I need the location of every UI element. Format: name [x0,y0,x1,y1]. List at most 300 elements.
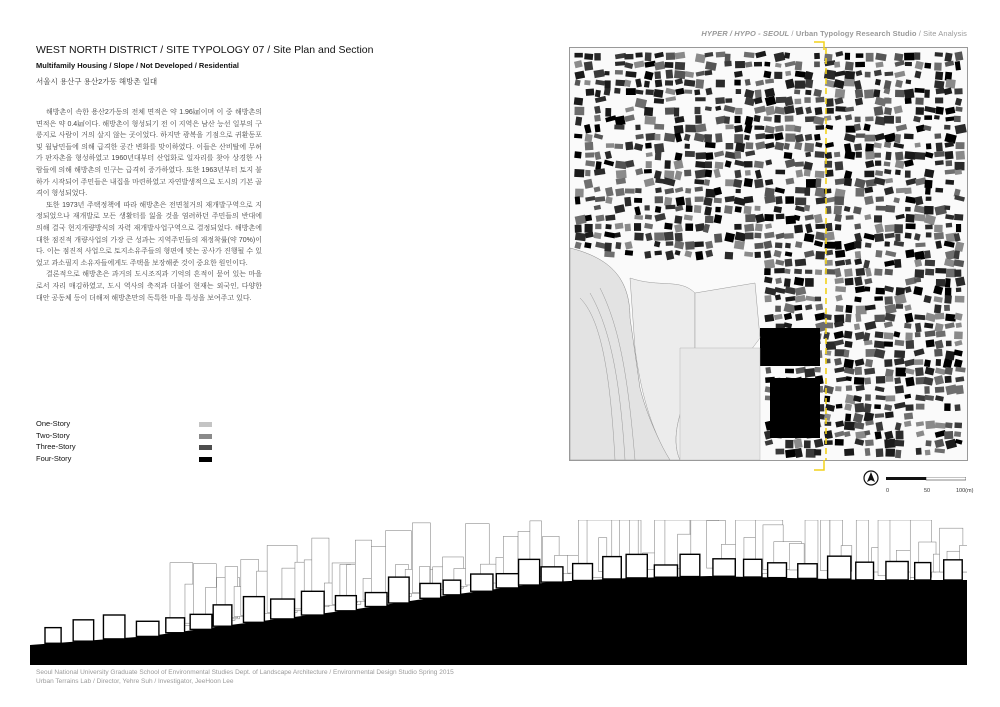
building [944,431,953,439]
building [835,89,846,99]
building [905,233,912,239]
section-building [471,574,493,591]
building [894,259,901,268]
building [845,305,852,313]
scale-tick: 100(m) [956,488,974,494]
building [954,422,962,428]
building [955,107,962,112]
building [744,135,750,141]
scale-bar [886,470,974,498]
building [744,224,754,232]
building [775,242,783,248]
building [925,187,931,195]
section-building [573,564,593,581]
building [934,225,943,233]
building [665,80,673,85]
building [795,187,806,194]
building [785,449,796,458]
building [635,52,642,57]
footer-credits: Seoul National University Graduate School of Environmental Studies Dept. of Landscape Architecture / Environmental Design Studio Spring 2015 Urban Terrains Lab / Director, Yehre Suh / Investigator, JeeHoon Lee [36,669,454,685]
section-building [136,621,158,636]
building [804,440,811,448]
building [634,215,643,220]
building [864,377,871,384]
building [694,89,700,95]
building [666,241,674,246]
building [734,134,743,143]
building [595,161,601,170]
building [594,115,601,122]
building [956,151,965,160]
building [575,116,582,125]
building [615,115,626,126]
building [956,224,961,232]
building [625,250,633,256]
building [876,196,884,202]
building [764,314,774,322]
section-building [744,559,762,577]
building [834,62,840,68]
section-building [301,591,324,615]
building [760,328,820,366]
building [754,233,761,239]
page-subtitle: Multifamily Housing / Slope / Not Developed / Residential [36,61,239,70]
building [854,143,862,151]
building [674,70,686,79]
building [625,188,635,193]
building [785,369,794,374]
building [795,313,803,321]
building [935,97,943,103]
building [736,89,741,94]
building [844,151,855,160]
building [944,295,952,304]
building [584,80,590,85]
building [835,250,845,258]
building [934,62,942,70]
building [774,268,785,273]
building [646,161,652,168]
legend-item: Four-Story [36,454,216,466]
building [754,161,764,169]
page-name: Site Analysis [923,29,967,38]
building [605,108,611,117]
building [716,52,726,58]
building [805,152,811,157]
building [935,313,944,320]
building [844,448,854,456]
building [845,314,851,323]
building [874,269,882,276]
building [685,188,691,194]
building [645,52,652,61]
building [715,133,722,142]
building [905,62,912,66]
building [744,196,754,203]
building [795,259,807,267]
building [855,251,861,259]
building [844,421,855,430]
building [925,450,931,456]
building [884,241,889,246]
building [905,249,915,258]
building [896,368,906,377]
building [864,171,874,178]
building [665,205,675,210]
building [574,53,582,58]
building [896,304,903,309]
building [725,124,733,129]
building [775,278,782,284]
building [884,439,895,449]
building [794,269,802,274]
section-building [798,564,817,579]
building [755,133,765,139]
building [785,133,795,142]
building [715,207,721,213]
section-building [371,547,386,599]
project-name: HYPER / HYPO - SEOUL [701,29,790,38]
building [585,215,592,222]
building [784,152,793,159]
building [905,207,911,212]
building [765,367,771,374]
building [775,196,782,204]
building [895,152,904,161]
building [865,72,871,78]
building [804,188,810,196]
building [595,90,601,98]
building [695,97,705,101]
section-building [856,562,874,580]
section-building [768,563,787,578]
building [775,142,785,151]
building [954,88,962,94]
building [946,341,952,347]
building [864,135,875,142]
paragraph: 또한 1973년 주택정책에 따라 해방촌은 전면철거의 재개발구역으로 지정되었으나 재개발로 모든 생활터를 잃을 것을 염려하던 주민들의 반대에 의해 결국 현지개량방식의 자력 재개발사업구역으로 결정되었다. 해방촌에 대한 점진적 개량사업의 가장 큰 성과는 지역주민들의 재정착률(약 70%)이다. 이는 점진적 사업으로 토지소유주들의 형편에 맞는 공사가 진행될 수 있었고 과소필지 소유자들에게도 주택을 보장해준 것이 중요한 원인이다. [36,201,262,267]
building [914,88,924,93]
building [575,79,581,86]
page-title: WEST NORTH DISTRICT / SITE TYPOLOGY 07 / Site Plan and Section [36,44,374,56]
building [684,170,691,177]
building [625,71,636,78]
building [635,125,640,131]
building [955,277,965,287]
building [926,143,932,149]
building [764,259,775,269]
building [686,205,693,212]
building [754,115,761,122]
paragraph: 결론적으로 해방촌은 과거의 도시조직과 기억의 흔적이 묻어 있는 마을로서 자리 매김하였고, 도시 역사의 축적과 더불어 현재는 외국인, 다양한 대안 공동체 등이 더해져 해방촌만의 독특한 마을 특성을 보여주고 있다. [36,271,262,302]
building [875,288,885,295]
building [945,278,951,287]
building [894,377,901,384]
building [935,106,944,114]
building [734,170,741,178]
building [645,143,652,149]
building [804,205,810,212]
building [866,349,876,357]
building [774,72,782,79]
building [654,124,664,130]
building [846,385,852,391]
building [885,369,894,378]
section-building [541,567,563,582]
building [785,269,791,274]
building [744,178,753,187]
building [896,116,901,123]
building [884,107,892,115]
building [795,80,805,88]
building [866,53,874,62]
building [894,350,905,358]
building [775,125,784,132]
building [644,107,653,116]
building [664,232,674,241]
building [905,98,912,104]
building [934,349,943,357]
building [775,306,781,312]
building [895,90,905,97]
building [945,79,955,89]
building [724,205,733,214]
building [895,169,901,175]
building [925,421,935,430]
legend-swatch [199,457,212,462]
building [954,431,961,437]
building [904,187,912,194]
building [765,106,775,116]
building [954,250,960,259]
building [734,151,741,159]
building [744,161,753,167]
building [854,323,860,330]
building [584,61,593,71]
building [706,152,714,160]
building [605,197,612,204]
building [735,108,742,115]
building [574,134,582,139]
building [835,305,843,312]
building [744,251,753,257]
building [844,359,854,369]
building [835,286,846,292]
building [936,331,946,338]
building [645,89,653,95]
building [776,324,785,329]
building [865,151,874,160]
building [794,126,801,133]
building [916,404,925,410]
section-building [828,556,851,579]
building [884,161,891,166]
building [935,52,943,57]
building [624,197,631,207]
building [675,233,683,242]
building [785,259,793,267]
building [626,88,636,95]
building [735,142,745,152]
building [875,250,882,258]
building [625,224,631,232]
section-building [915,563,931,580]
section-building [944,560,963,580]
building [904,412,913,419]
building [585,134,593,143]
building [936,88,945,95]
building [784,52,790,59]
building [726,143,734,149]
building [894,224,903,233]
section-building [166,618,185,633]
building [854,276,862,286]
building [755,206,761,211]
building [855,89,863,98]
building [695,251,703,260]
building [845,61,854,70]
building [934,151,945,157]
building [695,79,704,89]
building [875,413,884,418]
building [655,196,663,203]
building [915,152,926,160]
building [896,431,904,440]
building [884,359,892,367]
building [695,196,704,201]
building [654,250,662,255]
building [924,250,931,259]
building [874,233,884,242]
building [685,144,690,149]
building [835,161,844,170]
building [794,305,802,311]
building [754,179,764,189]
building [705,169,712,177]
building [774,107,785,115]
building [614,125,624,130]
building [944,305,950,311]
building [595,224,601,229]
building [744,206,752,215]
building [915,97,923,104]
building [895,234,900,241]
building [616,170,627,179]
building [874,341,885,349]
building [705,216,714,223]
building [915,143,921,148]
building [856,53,864,58]
site-address: 서울시 용산구 용산2가동 해방촌 일대 [36,77,158,86]
building [884,332,894,339]
building [763,240,772,249]
building [846,376,852,381]
building [606,143,614,148]
building [694,179,704,184]
building [704,134,712,142]
building [914,359,923,365]
building [913,286,923,295]
building [655,206,662,213]
building [644,116,655,125]
building [794,277,804,286]
building [754,62,762,67]
building [873,89,880,97]
building [585,170,590,176]
legend [36,419,216,465]
building [703,197,712,206]
section-building [103,615,124,639]
building [795,107,803,116]
building [654,232,664,240]
building [615,61,625,66]
section-building [213,605,232,626]
building [885,376,893,382]
building [835,386,841,391]
building [936,279,945,287]
section-building [886,561,908,580]
building [885,411,894,418]
building [785,125,795,132]
building [924,386,929,394]
building [584,53,593,60]
building [615,242,621,249]
building [955,169,962,175]
building [644,81,650,88]
building [695,115,702,124]
building [875,161,881,166]
building [934,133,941,139]
building [935,160,944,165]
building [785,196,794,204]
building [854,223,861,229]
building [904,134,914,140]
building [904,89,914,99]
building [875,431,882,439]
building [775,449,784,455]
building [954,269,961,276]
building [856,133,865,137]
building [624,54,633,60]
building [865,439,874,446]
building [885,205,895,213]
building [776,214,785,220]
building [834,196,844,205]
building [575,189,584,198]
building [885,224,896,232]
building [944,125,950,130]
building [935,268,946,274]
building [946,160,953,166]
building [954,331,963,339]
building [914,314,925,320]
building [784,233,794,239]
building [764,250,772,258]
building [725,98,732,103]
building [736,189,741,193]
building [734,80,740,86]
building [844,331,853,339]
building [574,107,584,116]
site-plan-map [569,47,968,461]
building [855,268,865,276]
building [685,151,695,157]
building [955,296,965,303]
building [854,296,861,302]
section-building [654,565,677,577]
building [805,90,811,95]
building [865,287,870,292]
